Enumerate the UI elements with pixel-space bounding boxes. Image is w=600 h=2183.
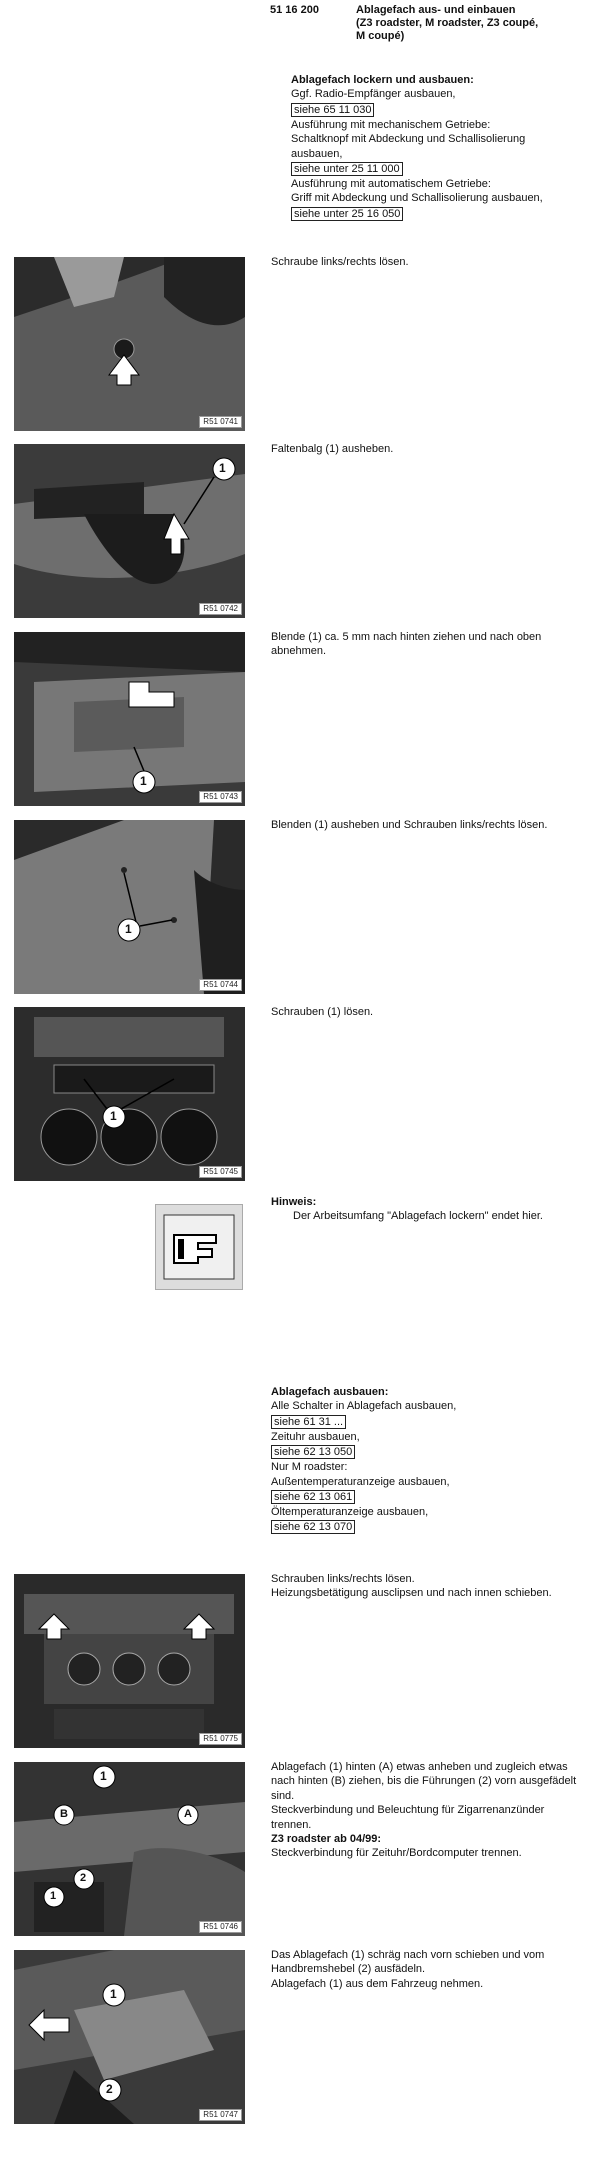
ref-number: 51 16 200 — [270, 4, 319, 16]
step-photo — [14, 632, 245, 806]
step-variant-heading: Z3 roadster ab 04/99: — [271, 1833, 382, 1846]
step-line: Steckverbindung und Beleuchtung für Zigarrenanzünder — [271, 1804, 545, 1817]
step-line: Ablagefach (1) hinten (A) etwas anheben und zugleich etwas — [271, 1761, 568, 1773]
step-photo — [14, 1950, 245, 2124]
intro-line: Ausführung mit mechanischem Getriebe: — [291, 118, 491, 131]
intro-line: Ggf. Radio-Empfänger ausbauen, — [291, 88, 456, 101]
step-photo — [14, 444, 245, 618]
step-line: nach hinten (B) ziehen, bis die Führungen (2) vorn ausgefädelt — [271, 1775, 577, 1788]
image-label: R51 0745 — [199, 1166, 242, 1178]
callout-b: B — [60, 1808, 68, 1820]
image-label: R51 0743 — [199, 791, 242, 803]
callout-1: 1 — [140, 774, 147, 788]
hint-icon-box — [155, 1204, 243, 1290]
removal-line: Außentemperaturanzeige ausbauen, — [271, 1475, 450, 1488]
callout-1: 1 — [50, 1890, 57, 1902]
step-line: Blende (1) ca. 5 mm nach hinten ziehen und nach oben — [271, 631, 542, 643]
callout-1: 1 — [219, 461, 226, 475]
step-line: abnehmen. — [271, 645, 327, 658]
callout-a: A — [184, 1808, 192, 1820]
hint-heading: Hinweis: — [271, 1196, 317, 1208]
callout-1: 1 — [100, 1769, 107, 1783]
step-line: Schrauben (1) lösen. — [271, 1006, 374, 1018]
reference-link[interactable]: siehe 61 31 ... — [271, 1415, 346, 1429]
step-photo — [14, 1762, 245, 1936]
step-line: Faltenbalg (1) ausheben. — [271, 443, 394, 455]
removal-line: Zeituhr ausbauen, — [271, 1430, 360, 1443]
step-text — [271, 818, 591, 832]
step-text — [271, 255, 591, 269]
photo-drawing — [14, 257, 245, 431]
image-label: R51 0746 — [199, 1921, 242, 1933]
photo-drawing — [14, 444, 245, 618]
reference-link[interactable]: siehe 62 13 070 — [271, 1520, 355, 1534]
intro-section — [291, 73, 591, 222]
callout-2: 2 — [106, 2082, 113, 2096]
photo-drawing — [14, 1762, 245, 1936]
step-line: Das Ablagefach (1) schräg nach vorn schieben und vom — [271, 1949, 545, 1961]
step-text — [271, 1948, 591, 1991]
pointing-hand-icon — [156, 1205, 242, 1289]
step-line: trennen. — [271, 1818, 312, 1831]
hint-section — [271, 1195, 591, 1224]
callout-1: 1 — [110, 1109, 117, 1123]
step-photo — [14, 820, 245, 994]
reference-link[interactable]: siehe 62 13 061 — [271, 1490, 355, 1504]
step-photo — [14, 257, 245, 431]
step-line: Blenden (1) ausheben und Schrauben links/rechts lösen. — [271, 819, 548, 831]
removal-line: Nur M roadster: — [271, 1461, 348, 1474]
step-line: sind. — [271, 1789, 295, 1802]
step-text — [271, 1572, 591, 1601]
photo-drawing — [14, 632, 245, 806]
title-line: M coupé) — [356, 30, 405, 42]
photo-drawing — [14, 1574, 245, 1748]
photo-drawing — [14, 1950, 245, 2124]
step-text — [271, 1005, 591, 1019]
step-line: Handbremshebel (2) ausfädeln. — [271, 1963, 426, 1976]
intro-line: ausbauen, — [291, 147, 343, 160]
photo-drawing — [14, 820, 245, 994]
callout-1: 1 — [125, 922, 132, 936]
step-line: Ablagefach (1) aus dem Fahrzeug nehmen. — [271, 1977, 484, 1990]
callout-2: 2 — [80, 1872, 87, 1884]
image-label: R51 0742 — [199, 603, 242, 615]
step-line: Heizungsbetätigung ausclipsen und nach innen schieben. — [271, 1587, 552, 1600]
reference-link[interactable]: siehe 65 11 030 — [291, 103, 374, 117]
intro-heading: Ablagefach lockern und ausbauen: — [291, 74, 474, 86]
removal-line: Alle Schalter in Ablagefach ausbauen, — [271, 1400, 457, 1413]
intro-line: Griff mit Abdeckung und Schallisolierung ausbauen, — [291, 192, 543, 205]
removal-line: Öltemperaturanzeige ausbauen, — [271, 1506, 429, 1519]
title-line: Ablagefach aus- und einbauen — [356, 4, 516, 16]
photo-drawing — [14, 1007, 245, 1181]
page-title — [356, 4, 538, 43]
step-text — [271, 442, 591, 456]
reference-link[interactable]: siehe unter 25 16 050 — [291, 207, 403, 221]
removal-heading: Ablagefach ausbauen: — [271, 1386, 389, 1398]
image-label: R51 0747 — [199, 2109, 242, 2121]
step-text — [271, 630, 591, 659]
intro-line: Schaltknopf mit Abdeckung und Schallisolierung — [291, 133, 526, 146]
step-line: Schrauben links/rechts lösen. — [271, 1573, 415, 1585]
title-line: (Z3 roadster, M roadster, Z3 coupé, — [356, 17, 539, 29]
hint-text: Der Arbeitsumfang "Ablagefach lockern" endet hier. — [293, 1210, 543, 1223]
step-line: Schraube links/rechts lösen. — [271, 256, 409, 268]
callout-1: 1 — [110, 1987, 117, 2001]
image-label: R51 0775 — [199, 1733, 242, 1745]
step-line: Steckverbindung für Zeituhr/Bordcomputer trennen. — [271, 1847, 522, 1860]
image-label: R51 0744 — [199, 979, 242, 991]
step-text — [271, 1760, 596, 1861]
image-label: R51 0741 — [199, 416, 242, 428]
reference-link[interactable]: siehe unter 25 11 000 — [291, 162, 403, 176]
removal-section — [271, 1385, 591, 1535]
step-photo — [14, 1574, 245, 1748]
reference-link[interactable]: siehe 62 13 050 — [271, 1445, 355, 1459]
step-photo — [14, 1007, 245, 1181]
intro-line: Ausführung mit automatischem Getriebe: — [291, 178, 491, 191]
